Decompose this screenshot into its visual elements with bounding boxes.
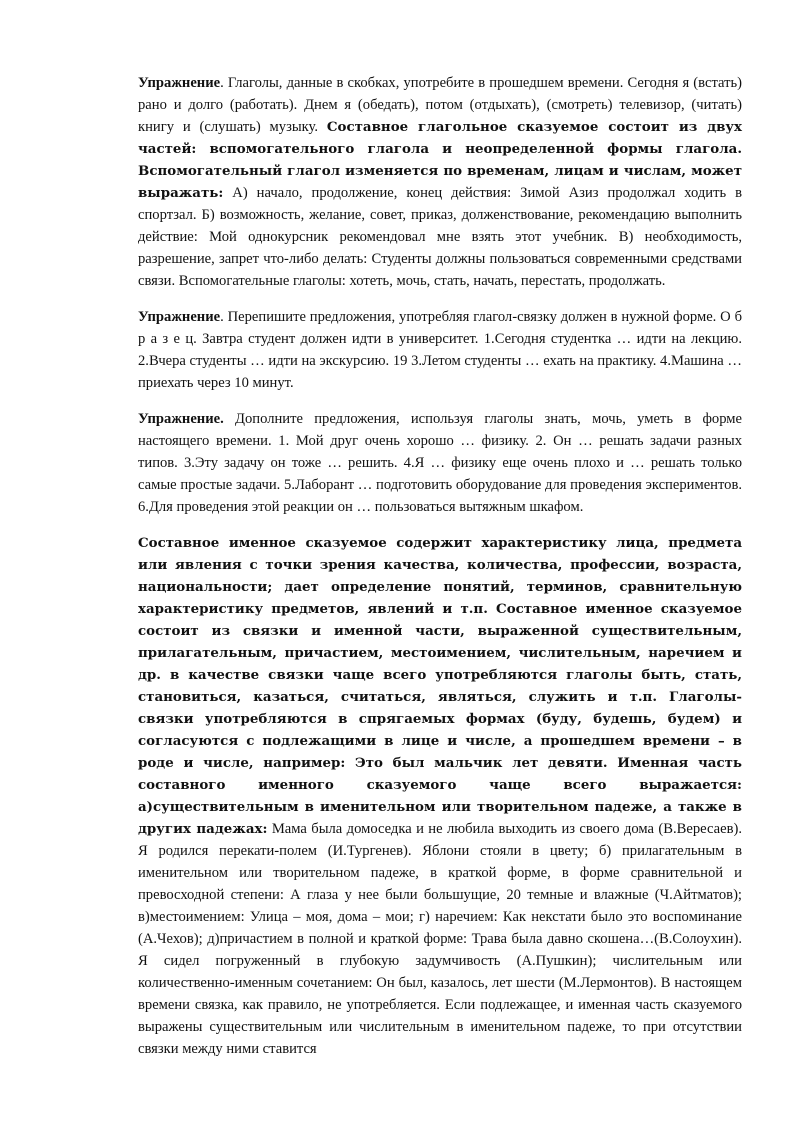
exercise-2	[138, 306, 742, 394]
document-page	[138, 72, 742, 1060]
nominal-predicate-rule: Составное именное сказуемое содержит характеристику лица, предмета или явления с точки зрения качества, количества, профессии, возраста, национальности; дает определение понятий, терминов, сравнительную характеристику предметов, явлений и т.п. Составное именное сказуемое состоит из связки и именной части, выраженной существительным, прилагательным, причастием, местоимением, числительным, наречием и др. в качестве связки чаще всего употребляются глаголы быть, стать, становиться, казаться, считаться, являться, служить и т.п. Глаголы-связки употребляются в спрягаемых формах (буду, будешь, будем) и согласуются с подлежащими в лице и числе, а прошедшем времени – в роде и числе, например: Это был мальчик лет девяти. Именная часть составного именного сказуемого чаще всего выражается: а)существительным в именительном или творительном падеже, а также в других падежах:	[138, 535, 742, 837]
exercise-1-rule-text: А) начало, продолжение, конец действия: Зимой Азиз продолжал ходить в спортзал. Б) возможность, желание, совет, приказ, долженствование, рекомендацию выполнить действие: Мой однокурсник рекомендовал мне взять этот учебник. В) необходимость, разрешение, запрет что-либо делать: Студенты должны пользоваться современными средствами связи. Вспомогательные глаголы: хотеть, мочь, стать, начать, перестать, продолжать.	[138, 185, 742, 289]
exercise-3-heading: Упражнение.	[138, 411, 224, 427]
exercise-2-text: . Перепишите предложения, употребляя глагол-связку должен в нужной форме. О б р а з е ц. Завтра студент должен идти в университет. 1.Сегодня студентка … идти на лекцию. 2.Вчера студенты … идти на экскурсию. 19 3.Летом студенты … ехать на практику. 4.Машина … приехать через 10 минут.	[138, 309, 742, 391]
nominal-predicate-section	[138, 532, 742, 1060]
exercise-3-text: Дополните предложения, используя глаголы знать, мочь, уметь в форме настоящего времени. 1. Мой друг очень хорошо … физику. 2. Он … решать задачи разных типов. 3.Эту задачу он тоже … решить. 4.Я … физику еще очень плохо и … решать только самые простые задачи. 5.Лаборант … подготовить оборудование для проведения экспериментов. 6.Для проведения этой реакции он … пользоваться вытяжным шкафом.	[138, 411, 742, 515]
exercise-1-text: . Глаголы, данные в скобках, употребите в прошедшем времени. Сегодня я (встать) рано и долго (работать). Днем я (обедать), потом (отдыхать), (смотреть) телевизор, (читать) книгу и (слушать) музыку.	[138, 75, 742, 135]
exercise-1-heading: Упражнение	[138, 75, 221, 91]
exercise-1	[138, 72, 742, 292]
exercise-2-heading: Упражнение	[138, 309, 221, 325]
nominal-predicate-examples: Мама была домоседка и не любила выходить из своего дома (В.Вересаев). Я родился перекати-полем (И.Тургенев). Яблони стояли в цвету; б) прилагательным в именительном или творительном падеже, в краткой форме, в форме сравнительной и превосходной степени: А глаза у нее были большущие, 20 темные и влажные (Ч.Айтматов); в)местоимением: Улица – моя, дома – мои; г) наречием: Как некстати было это воспоминание (А.Чехов); д)причастием в полной и краткой форме: Трава была давно скошена…(В.Солоухин). Я сидел погруженный в глубокую задумчивость (А.Пушкин); числительным или количественно-именным сочетанием: Он был, казалось, лет шести (М.Лермонтов). В настоящем времени связка, как правило, не употребляется. Если подлежащее, и именная часть сказуемого выражены существительным или числительным в именительном падеже, то при отсутствии связки между ними ставится	[138, 821, 742, 1057]
verbal-predicate-rule: Составное глагольное сказуемое состоит из двух частей: вспомогательного глагола и неопределенной формы глагола. Вспомогательный глагол изменяется по временам, лицам и числам, может выражать:	[138, 119, 742, 201]
exercise-3	[138, 408, 742, 518]
